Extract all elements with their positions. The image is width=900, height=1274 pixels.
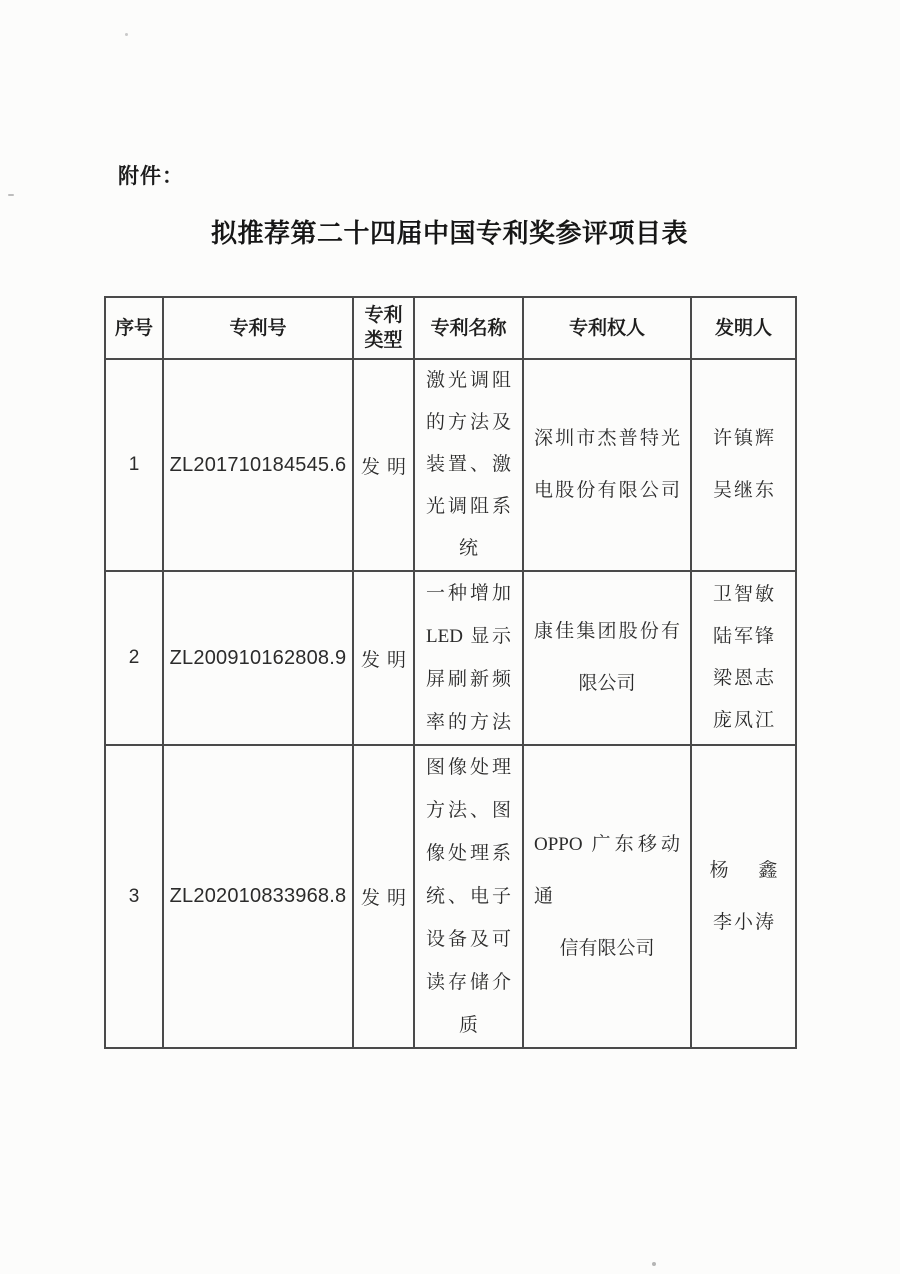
patentee-line: OPPO 广东移动通 [534, 833, 680, 907]
patentee-cell [523, 745, 691, 1048]
patent-no-cell [163, 571, 353, 745]
header-index [105, 297, 163, 359]
patent-name-line: 装置、激 [426, 454, 511, 475]
patent-name-line: 光调阻系 [426, 496, 511, 517]
patent-table-wrapper [104, 296, 797, 1049]
header-label: 专利号 [229, 317, 287, 339]
patent-name-line: 统 [458, 538, 478, 559]
inventor-name: 吴继东 [712, 480, 776, 501]
index-value: 3 [128, 885, 140, 907]
header-label: 类型 [364, 330, 403, 351]
patent-name-cell [414, 359, 523, 571]
inventors-cell [691, 571, 796, 745]
index-value: 2 [128, 647, 140, 668]
header-patent-name [414, 297, 523, 359]
patent-name-line: 质 [458, 1015, 478, 1036]
patentee-cell [523, 359, 691, 571]
table-row [105, 359, 796, 571]
patent-award-table [104, 296, 797, 1049]
inventor-lines [692, 574, 795, 742]
patent-type-value: 发明 [361, 888, 406, 909]
patentee-line: 限公司 [578, 673, 636, 694]
inventors-cell [691, 359, 796, 571]
patent-type-value: 发明 [361, 456, 406, 478]
patent-name-line: 激光调阻 [426, 370, 511, 391]
patent-no-value: ZL202010833968.8 [169, 885, 347, 907]
patent-name-line: 的方法及 [426, 412, 511, 433]
header-label: 专利 [364, 305, 403, 326]
patent-name-lines [415, 572, 522, 744]
inventor-name: 卫智敏 [712, 584, 776, 605]
patent-name-lines [415, 746, 522, 1047]
inventor-name: 梁恩志 [712, 668, 776, 689]
header-label: 发明人 [714, 317, 772, 339]
page-title: 拟推荐第二十四届中国专利奖参评项目表 [210, 219, 688, 248]
patentee-line: 电股份有限公司 [534, 480, 680, 501]
patent-name-line: 设备及可 [426, 929, 511, 950]
patentee-lines [524, 819, 690, 975]
index-cell [105, 359, 163, 571]
header-patent-type [353, 297, 414, 359]
patent-name-line: LED 显示 [426, 626, 511, 647]
patent-name-line: 一种增加 [426, 583, 511, 604]
patentee-cell [523, 571, 691, 745]
index-cell [105, 571, 163, 745]
inventor-name: 庞凤江 [712, 710, 776, 731]
patent-name-line: 读存储介 [426, 972, 511, 993]
table-header-row [105, 297, 796, 359]
patent-name-line: 屏刷新频 [426, 669, 511, 690]
inventor-name: 陆军锋 [712, 626, 776, 647]
patent-name-cell [414, 745, 523, 1048]
patentee-line: 信有限公司 [559, 937, 655, 959]
inventor-name: 许镇辉 [712, 428, 776, 449]
table-row [105, 571, 796, 745]
patentee-lines [524, 606, 690, 710]
header-patent-no [163, 297, 353, 359]
patent-type-value: 发明 [361, 649, 406, 671]
patentee-line: 深圳市杰普特光 [534, 428, 680, 449]
attachment-label: 附件： [118, 165, 184, 188]
inventors-cell [691, 745, 796, 1048]
patent-name-lines [415, 360, 522, 570]
scan-speck [8, 194, 14, 196]
header-label: 专利权人 [568, 317, 645, 339]
patentee-lines [524, 413, 690, 517]
header-inventors [691, 297, 796, 359]
table-row [105, 745, 796, 1048]
patent-name-line: 统、电子 [426, 886, 511, 907]
patent-no-cell [163, 745, 353, 1048]
patent-no-value: ZL201710184545.6 [169, 453, 347, 476]
inventor-lines [692, 413, 795, 517]
patent-type-cell [353, 359, 414, 571]
header-label: 序号 [114, 317, 153, 339]
patent-no-cell [163, 359, 353, 571]
patent-name-line: 方法、图 [426, 800, 511, 821]
patent-name-line: 图像处理 [426, 757, 511, 778]
patent-type-cell [353, 745, 414, 1048]
inventor-name: 李小涛 [712, 911, 776, 933]
patent-name-cell [414, 571, 523, 745]
patent-type-cell [353, 571, 414, 745]
patent-name-line: 像处理系 [426, 843, 511, 864]
scan-speck [125, 33, 128, 36]
index-cell [105, 745, 163, 1048]
header-patentee [523, 297, 691, 359]
patentee-line: 康佳集团股份有 [534, 621, 680, 642]
index-value: 1 [128, 454, 140, 475]
header-label: 专利名称 [430, 317, 507, 339]
inventor-name: 杨 鑫 [709, 859, 780, 881]
inventor-lines [692, 845, 795, 949]
patent-name-line: 率的方法 [426, 712, 511, 733]
scan-speck [652, 1262, 656, 1266]
patent-no-value: ZL200910162808.9 [169, 646, 347, 669]
